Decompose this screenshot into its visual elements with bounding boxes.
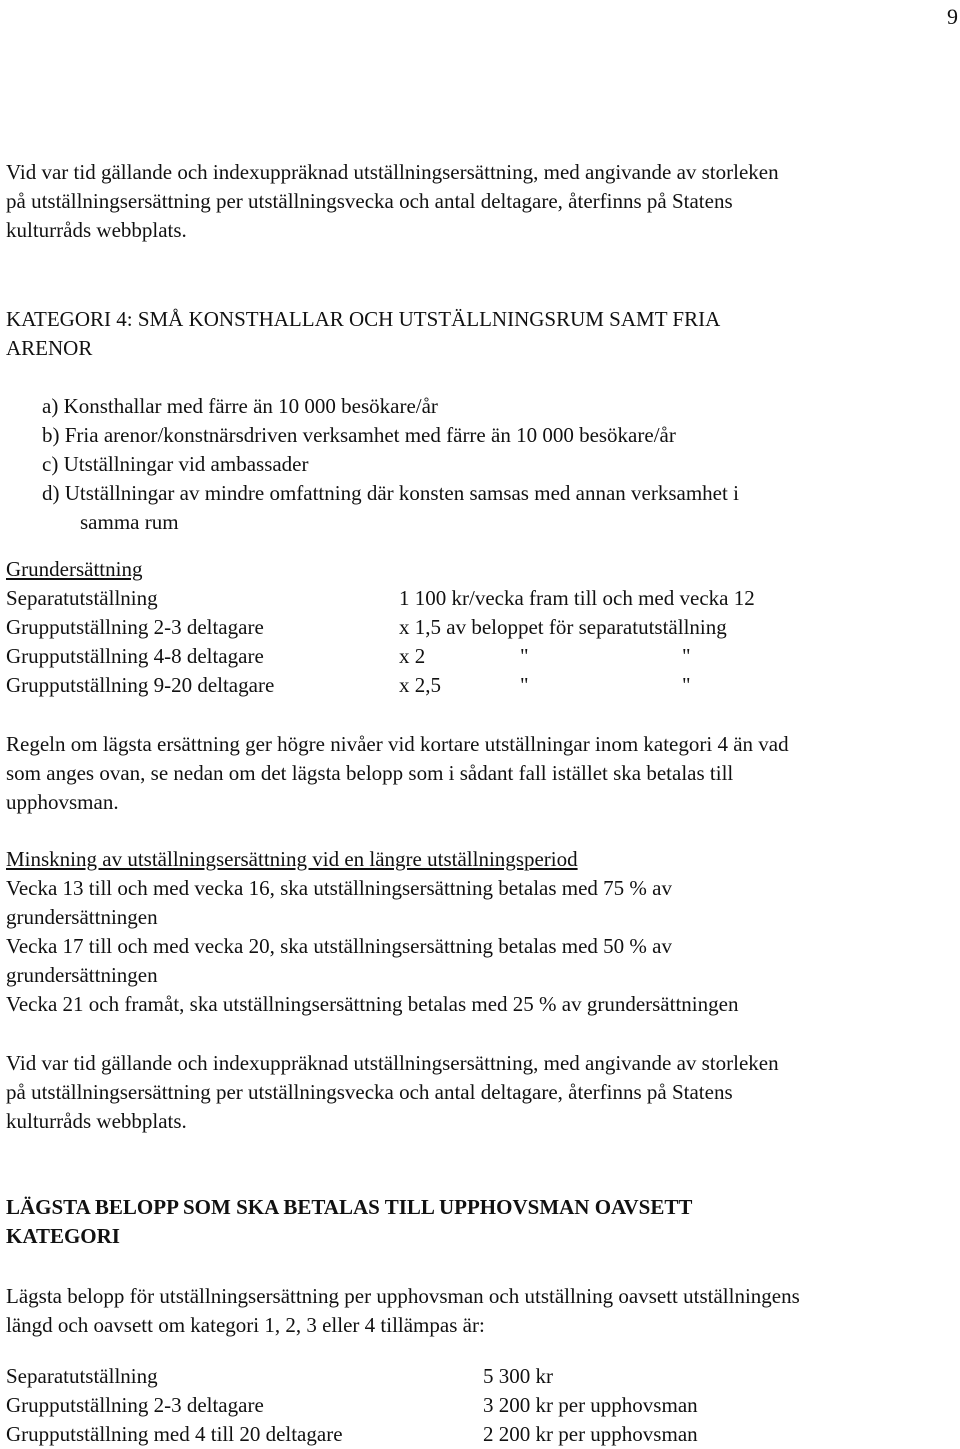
info-line-2: på utställningsersättning per utställningsvecka och antal deltagare, återfinns på Statens — [6, 1080, 733, 1104]
basic-row-4-label: Grupputställning 9-20 deltagare — [6, 673, 275, 697]
rule-line-2: som anges ovan, se nedan om det lägsta belopp som i sådant fall istället ska betalas till — [6, 761, 734, 785]
reduction-line-5: Vecka 21 och framåt, ska utställningsersättning betalas med 25 % av grundersättningen — [6, 992, 739, 1016]
list-item-a: a) Konsthallar med färre än 10 000 besökare/år — [42, 394, 438, 418]
minimum-heading-line-2: KATEGORI — [6, 1224, 120, 1248]
list-item-d: d) Utställningar av mindre omfattning där konsten samsas med annan verksamhet i — [42, 481, 739, 505]
category4-heading-line-2: ARENOR — [6, 336, 93, 360]
page-number: 9 — [947, 4, 958, 29]
basic-compensation-title: Grundersättning — [6, 557, 143, 581]
info-line-1: Vid var tid gällande och indexuppräknad utställningsersättning, med angivande av storleken — [6, 1051, 779, 1075]
info-line-3: kulturråds webbplats. — [6, 1109, 187, 1133]
minimum-row-2-value: 3 200 kr per upphovsman — [483, 1393, 698, 1417]
intro-line-3: kulturråds webbplats. — [6, 218, 187, 242]
minimum-paragraph-line-1: Lägsta belopp för utställningsersättning per upphovsman och utställning oavsett utställningens — [6, 1284, 800, 1308]
ditto-mark: " — [682, 644, 691, 668]
basic-row-4-value: x 2,5 — [399, 673, 441, 697]
ditto-mark: " — [682, 673, 691, 697]
basic-row-3-label: Grupputställning 4-8 deltagare — [6, 644, 264, 668]
minimum-row-3-value: 2 200 kr per upphovsman — [483, 1422, 698, 1446]
reduction-title: Minskning av utställningsersättning vid en längre utställningsperiod — [6, 847, 578, 871]
reduction-line-3: Vecka 17 till och med vecka 20, ska utställningsersättning betalas med 50 % av — [6, 934, 672, 958]
basic-row-1-label: Separatutställning — [6, 586, 158, 610]
rule-line-3: upphovsman. — [6, 790, 119, 814]
list-item-c: c) Utställningar vid ambassader — [42, 452, 309, 476]
basic-row-2-label: Grupputställning 2-3 deltagare — [6, 615, 264, 639]
minimum-paragraph-line-2: längd och oavsett om kategori 1, 2, 3 eller 4 tillämpas är: — [6, 1313, 485, 1337]
ditto-mark: " — [520, 644, 529, 668]
minimum-row-2-label: Grupputställning 2-3 deltagare — [6, 1393, 264, 1417]
intro-line-2: på utställningsersättning per utställningsvecka och antal deltagare, återfinns på Statens — [6, 189, 733, 213]
rule-line-1: Regeln om lägsta ersättning ger högre nivåer vid kortare utställningar inom kategori 4 än vad — [6, 732, 789, 756]
minimum-row-1-label: Separatutställning — [6, 1364, 158, 1388]
reduction-line-1: Vecka 13 till och med vecka 16, ska utställningsersättning betalas med 75 % av — [6, 876, 672, 900]
intro-line-1: Vid var tid gällande och indexuppräknad utställningsersättning, med angivande av storleken — [6, 160, 779, 184]
basic-row-3-value: x 2 — [399, 644, 426, 668]
basic-row-2-value: x 1,5 av beloppet för separatutställning — [399, 615, 727, 639]
minimum-row-3-label: Grupputställning med 4 till 20 deltagare — [6, 1422, 343, 1446]
basic-row-1-value: 1 100 kr/vecka fram till och med vecka 12 — [399, 586, 755, 610]
ditto-mark: " — [520, 673, 529, 697]
list-item-d-continuation: samma rum — [80, 510, 179, 534]
list-item-b: b) Fria arenor/konstnärsdriven verksamhet med färre än 10 000 besökare/år — [42, 423, 676, 447]
reduction-line-4: grundersättningen — [6, 963, 158, 987]
category4-heading-line-1: KATEGORI 4: SMÅ KONSTHALLAR OCH UTSTÄLLNINGSRUM SAMT FRIA — [6, 307, 721, 331]
minimum-row-1-value: 5 300 kr — [483, 1364, 553, 1388]
reduction-line-2: grundersättningen — [6, 905, 158, 929]
minimum-heading-line-1: LÄGSTA BELOPP SOM SKA BETALAS TILL UPPHOVSMAN OAVSETT — [6, 1195, 693, 1219]
